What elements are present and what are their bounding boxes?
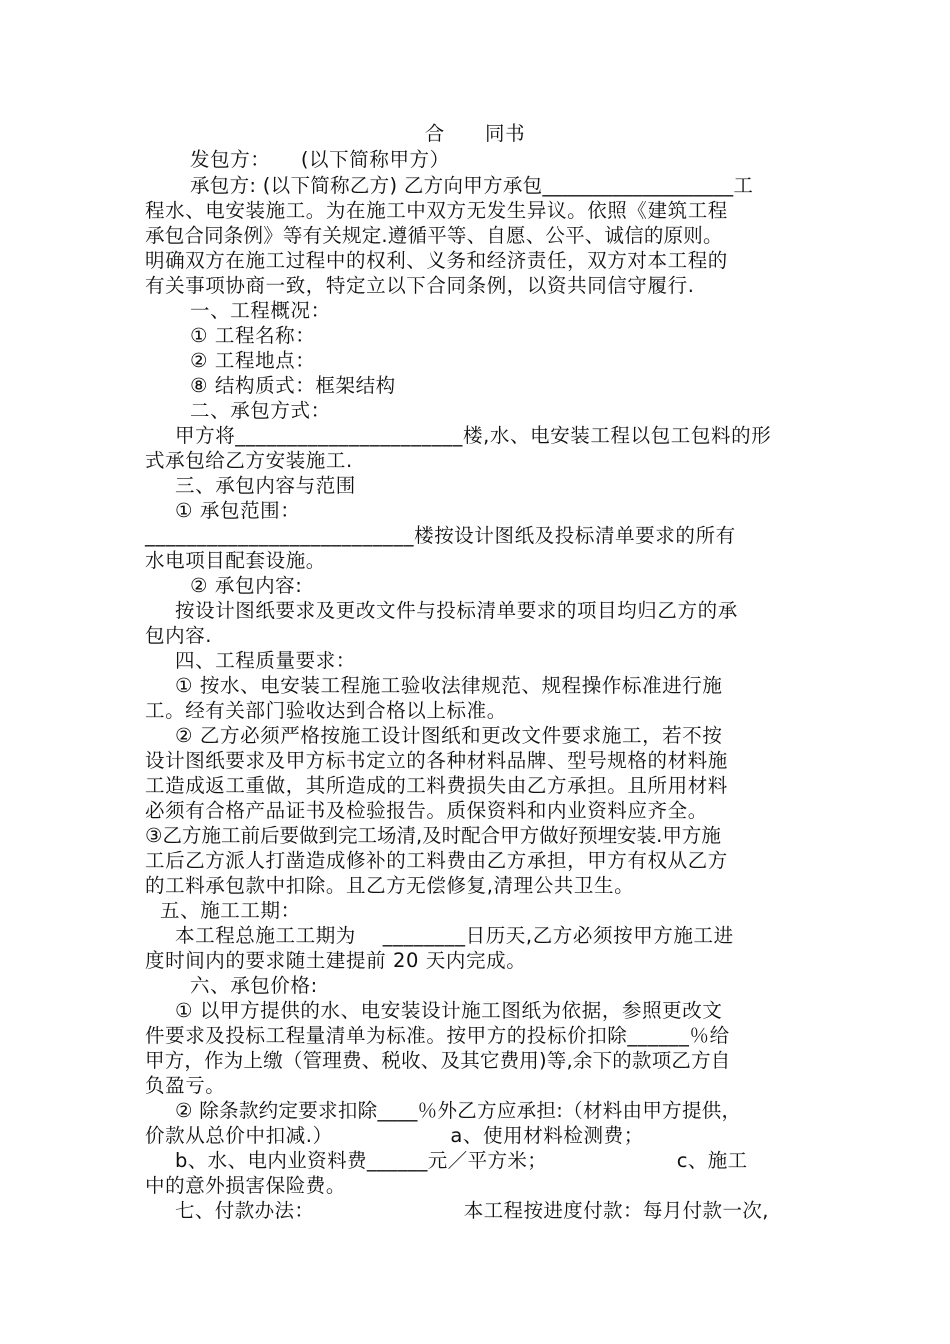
- text-line: 必须有合格产品证书及检验报告。质保资料和内业资料应齐全。: [145, 799, 708, 822]
- text-line: 甲方，作为上缴（管理费、税收、及其它费用)等,余下的款项乙方自: [145, 1049, 731, 1072]
- text-line: 水电项目配套设施。: [145, 549, 326, 572]
- text-line: 负盈亏。: [145, 1074, 226, 1097]
- text-line: ① 以甲方提供的水、电安装设计施工图纸为依据，参照更改文: [175, 999, 723, 1022]
- section-heading: 四、工程质量要求：: [175, 649, 356, 672]
- text-line: 价款从总价中扣减.） a、使用材料检测费；: [145, 1124, 644, 1147]
- text-line: 的工料承包款中扣除。且乙方无偿修复,清理公共卫生。: [145, 874, 635, 897]
- text-line: 有关事项协商一致，特定立以下合同条例，以资共同信守履行.: [145, 274, 695, 297]
- text-line: 度时间内的要求随土建提前 20 天内完成。: [145, 949, 527, 972]
- text-line: 设计图纸要求及甲方标书定立的各种材料品牌、型号规格的材料施: [145, 749, 728, 772]
- document-title: 合 同书: [424, 122, 526, 145]
- text-line: __________________________楼按设计图纸及投标清单要求的所有: [145, 524, 736, 547]
- text-line: b、水、电内业资料费______元／平方米； c、施工: [175, 1149, 748, 1172]
- text-line: ② 工程地点：: [190, 349, 316, 372]
- text-line: ① 工程名称：: [190, 324, 316, 347]
- text-line: 件要求及投标工程量清单为标准。按甲方的投标价扣除______％给: [145, 1024, 730, 1047]
- section-heading: 七、付款办法： 本工程按进度付款：每月付款一次,: [175, 1199, 769, 1222]
- section-heading: 五、施工工期：: [160, 899, 301, 922]
- text-line: 按设计图纸要求及更改文件与投标清单要求的项目均归乙方的承: [175, 599, 738, 622]
- text-line: 包内容.: [145, 624, 213, 647]
- text-line: 甲方将______________________楼,水、电安装工程以包工包料的形: [175, 424, 772, 447]
- text-line: ⑧ 结构质式：框架结构: [190, 374, 396, 397]
- text-line: 工后乙方派人打凿造成修补的工料费由乙方承担，甲方有权从乙方: [145, 849, 728, 872]
- text-line: ① 承包范围：: [175, 499, 301, 522]
- section-heading: 一、工程概况：: [190, 299, 331, 322]
- text-line: 程水、电安装施工。为在施工中双方无发生异议。依照《建筑工程: [145, 199, 728, 222]
- text-line: ② 除条款约定要求扣除____％外乙方应承担:（材料由甲方提供，: [175, 1099, 742, 1122]
- text-line: ② 乙方必须严格按施工设计图纸和更改文件要求施工，若不按: [175, 724, 723, 747]
- section-heading: 六、承包价格:: [190, 974, 318, 997]
- text-line: 工造成返工重做，其所造成的工料费损失由乙方承担。且所用材料: [145, 774, 728, 797]
- section-heading: 三、承包内容与范围: [175, 474, 356, 497]
- text-line: ① 按水、电安装工程施工验收法律规范、规程操作标准进行施: [175, 674, 723, 697]
- text-line: 承包合同条例》等有关规定.遵循平等、自愿、公平、诚信的原则。: [145, 224, 723, 247]
- text-line: 本工程总施工工期为 ________日历天,乙方必须按甲方施工进: [175, 924, 734, 947]
- text-line: ③乙方施工前后要做到完工场清,及时配合甲方做好预埋安装.甲方施: [145, 824, 721, 847]
- text-line: ② 承包内容:: [190, 574, 303, 597]
- text-line: 工。经有关部门验收达到合格以上标准。: [145, 699, 507, 722]
- text-line: 发包方： (以下简称甲方）: [190, 148, 450, 171]
- text-line: 式承包给乙方安装施工.: [145, 449, 353, 472]
- text-line: 明确双方在施工过程中的权利、义务和经济责任，双方对本工程的: [145, 249, 728, 272]
- text-line: 承包方: (以下简称乙方) 乙方向甲方承包___________________工: [190, 174, 754, 197]
- text-line: 中的意外损害保险费。: [145, 1174, 347, 1197]
- section-heading: 二、承包方式：: [190, 399, 331, 422]
